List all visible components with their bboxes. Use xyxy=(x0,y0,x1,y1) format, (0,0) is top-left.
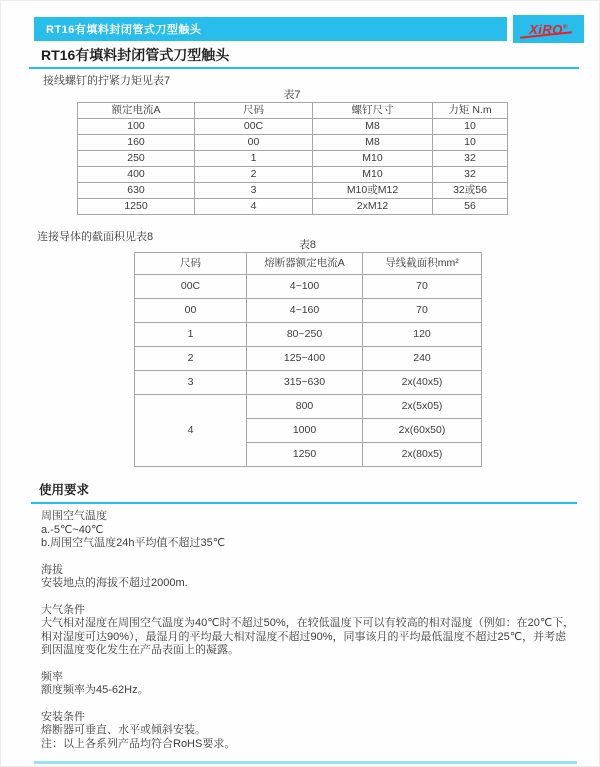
table-cell: 4~160 xyxy=(247,299,363,323)
usage-block xyxy=(41,711,577,752)
usage-requirements-heading xyxy=(31,483,577,504)
table-cell: 2 xyxy=(195,167,313,183)
column-header: 额定电流A xyxy=(78,103,195,119)
table-cell: 10 xyxy=(433,135,508,151)
table-cell: 4~100 xyxy=(247,275,363,299)
usage-block-title: 海拔 xyxy=(41,563,63,576)
table-row xyxy=(78,135,508,151)
usage-block-line: b.周围空气温度24h平均值不超过35℃ xyxy=(41,537,226,549)
table-cell: 240 xyxy=(363,347,482,371)
table-cell: M8 xyxy=(313,119,433,135)
usage-heading-label: 使用要求 xyxy=(39,483,90,497)
table-cell: 00 xyxy=(195,135,313,151)
page-title: RT16有填料封闭管式刀型触头 xyxy=(29,45,579,69)
table-cell: 1000 xyxy=(247,419,363,443)
usage-block-line: 安装地点的海拔不超过2000m. xyxy=(41,577,188,589)
column-header: 尺码 xyxy=(195,103,313,119)
column-header: 导线截面积mm² xyxy=(363,253,482,275)
table7-intro: 接线螺钉的拧紧力矩见表7 xyxy=(43,75,171,87)
table-header-row xyxy=(78,103,508,119)
table-cell: 3 xyxy=(195,183,313,199)
table-cell: 00C xyxy=(135,275,247,299)
table-row xyxy=(78,183,508,199)
table-cell: 00C xyxy=(195,119,313,135)
table-cell: 56 xyxy=(433,199,508,215)
usage-block-title: 周围空气温度 xyxy=(41,510,107,522)
usage-block-title: 大气条件 xyxy=(41,603,85,616)
table-row xyxy=(78,119,508,135)
usage-block-line: a.-5℃~40℃ xyxy=(41,523,104,536)
table-cell: 1250 xyxy=(78,199,195,215)
header-bar xyxy=(34,17,507,41)
table-cell: 70 xyxy=(363,275,482,299)
usage-block-title: 频率 xyxy=(41,670,63,683)
table8-caption: 表8 xyxy=(298,239,317,251)
column-header: 力矩 N.m xyxy=(433,103,508,119)
table7-caption: 表7 xyxy=(283,89,301,101)
brand-logo xyxy=(513,15,584,43)
table-cell: 80~250 xyxy=(247,323,363,347)
table-row xyxy=(135,347,482,371)
usage-block xyxy=(41,604,577,658)
table-cell: 2 xyxy=(135,347,247,371)
usage-block xyxy=(41,510,577,551)
table-cell: 2x(5x05) xyxy=(363,395,482,419)
table-row xyxy=(135,371,482,395)
table-row xyxy=(135,395,482,419)
usage-blocks xyxy=(41,510,577,751)
column-header: 螺钉尺寸 xyxy=(313,103,433,119)
table-cell: 00 xyxy=(135,299,247,323)
table-cell: 250 xyxy=(78,151,195,167)
table-row xyxy=(135,323,482,347)
usage-block xyxy=(41,564,577,591)
table-cell: 160 xyxy=(78,135,195,151)
table-cell: 2xM12 xyxy=(313,199,433,215)
table-cell: 630 xyxy=(78,183,195,199)
usage-block-title: 安装条件 xyxy=(41,710,85,723)
table-cell: M10或M12 xyxy=(313,183,433,199)
table-row xyxy=(135,275,482,299)
table-row xyxy=(78,199,508,215)
table-cell: 1 xyxy=(195,151,313,167)
table-row xyxy=(78,151,508,167)
table-cell: 2x(60x50) xyxy=(363,419,482,443)
table-cell: 120 xyxy=(363,323,482,347)
table-row xyxy=(78,167,508,183)
header-row xyxy=(34,15,584,43)
conductor-section-table xyxy=(134,252,482,467)
brand-logo-text xyxy=(529,22,568,37)
column-header: 熔断器额定电流A xyxy=(247,253,363,275)
table-cell: M10 xyxy=(313,151,433,167)
header-bar-title: RT16有填料封闭管式刀型触头 xyxy=(46,24,202,36)
table-cell: 800 xyxy=(247,395,363,419)
table-cell: 2x(40x5) xyxy=(363,371,482,395)
table-cell: 10 xyxy=(433,119,508,135)
table-header-row xyxy=(135,253,482,275)
table-cell: M10 xyxy=(313,167,433,183)
usage-block-line: 额度频率为45-62Hz。 xyxy=(41,684,149,696)
logo-wordmark: XiRO xyxy=(529,21,563,37)
usage-block-line: 大气相对湿度在周围空气温度为40℃时不超过50%，在较低温度下可以有较高的相对湿度（例如：在20℃下，相对湿度可达90%），最湿月的平均最大相对湿度不超过90%，同事该月的平均最低温度不超过25℃，并考虑到因温度变化发生在产品表面上的凝露。 xyxy=(41,617,575,656)
table-cell: 3 xyxy=(135,371,247,395)
table8-intro: 连接导体的截面积见表8 xyxy=(37,231,154,243)
table-cell: 32或56 xyxy=(433,183,508,199)
torque-table xyxy=(77,102,508,215)
registered-trademark-icon: ® xyxy=(562,24,568,31)
table-cell: 1250 xyxy=(247,443,363,467)
table-cell: 100 xyxy=(78,119,195,135)
table-cell: 1 xyxy=(135,323,247,347)
table-row xyxy=(135,299,482,323)
usage-block-line: 注：以上各系列产品均符合RoHS要求。 xyxy=(41,737,236,750)
column-header: 尺码 xyxy=(135,253,247,275)
table-cell: M8 xyxy=(313,135,433,151)
table-cell: 400 xyxy=(78,167,195,183)
table-cell: 4 xyxy=(195,199,313,215)
usage-block xyxy=(41,671,577,698)
table-cell: 32 xyxy=(433,151,508,167)
table-cell: 70 xyxy=(363,299,482,323)
footer-divider xyxy=(34,761,577,764)
table-cell: 4 xyxy=(135,395,247,467)
table-cell: 315~630 xyxy=(247,371,363,395)
usage-block-line: 熔断器可垂直、水平或倾斜安装。 xyxy=(41,724,206,736)
table-cell: 2x(80x5) xyxy=(363,443,482,467)
table-cell: 32 xyxy=(433,167,508,183)
table-cell: 125~400 xyxy=(247,347,363,371)
